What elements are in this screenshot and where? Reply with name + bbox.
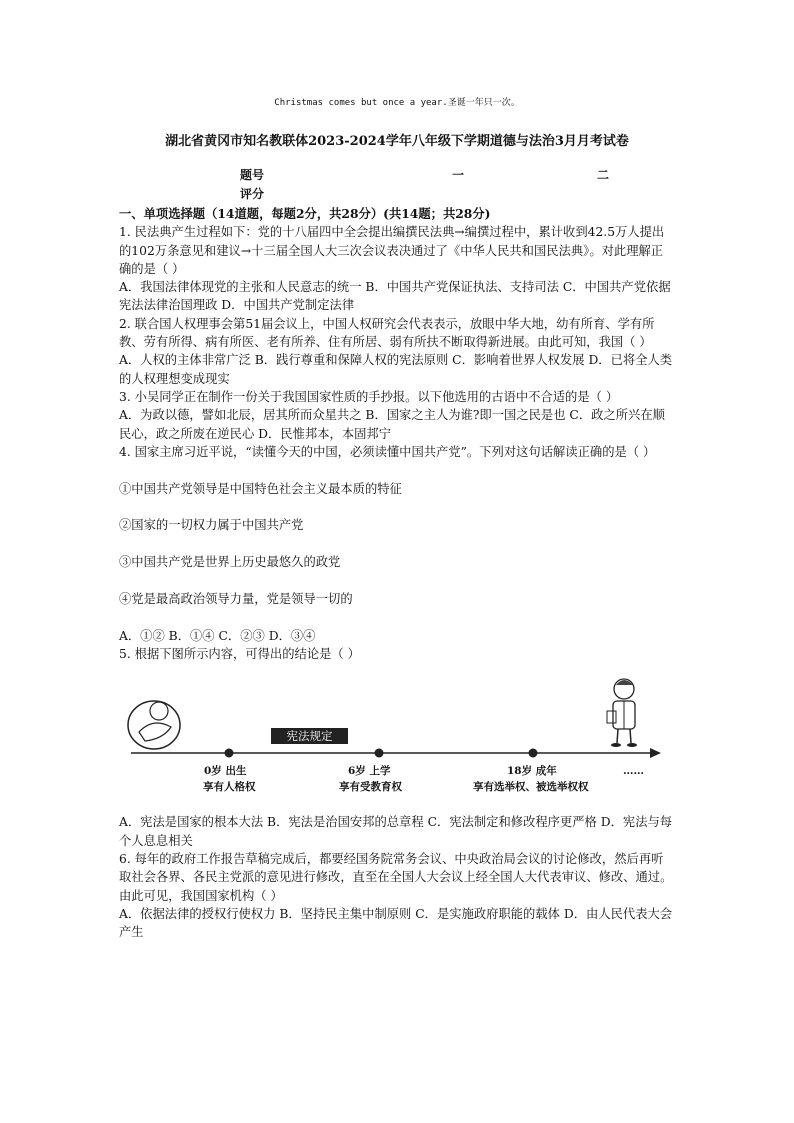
score-table — [240, 166, 640, 204]
q6-stem: 6. 每年的政府工作报告草稿完成后，都要经国务院常务会议、中央政治局会议的讨论修改，然后再听取社会各界、各民主党派的意见进行修改，直至在全国人大会议上经全国人大代表审议、修改、通过。由此可见，我国国家机构（ ） — [119, 852, 673, 903]
label-school-age: 6岁 上学 — [348, 765, 391, 778]
q4-item-2: ②国家的一切权力属于中国共产党 — [119, 518, 304, 533]
q6-options: A．依据法律的授权行使权力 B．坚持民主集中制原则 C．是实施政府职能的载体 D．由人民代表大会产生 — [119, 906, 673, 940]
q3-stem: 3. 小吴同学正在制作一份关于我国国家性质的手抄报。以下他选用的古语中不合适的是（ ） — [119, 389, 619, 404]
timeline-ellipsis: …… — [623, 765, 644, 778]
section-heading: 一、单项选择题（14道题，每题2分，共28分）(共14题；共28分) — [119, 206, 491, 221]
score-label-score: 评分 — [240, 187, 265, 201]
constitution-banner: 宪法规定 — [271, 728, 348, 744]
score-col-1: 一 — [452, 168, 465, 182]
q4-options: A．①② B．①④ C．②③ D．③④ — [119, 628, 316, 643]
q4-stem: 4. 国家主席习近平说，“读懂今天的中国，必须读懂中国共产党”。下列对这句话解读正确的是（ ） — [119, 444, 656, 459]
point-adult — [529, 749, 538, 758]
q1-stem: 1. 民法典产生过程如下：党的十八届四中全会提出编撰民法典→编撰过程中，累计收到42.5万人提出的102万条意见和建议→十三届全国人大三次会议表决通过了《中华人民共和国民法典》。对此理解正确的是（ ） — [119, 225, 665, 276]
header-note: Christmas comes but once a year.圣诞一年只一次。 — [274, 98, 520, 108]
timeline-arrowhead — [650, 748, 661, 758]
score-col-2: 二 — [597, 168, 610, 182]
label-adult-age: 18岁 成年 — [507, 765, 557, 778]
score-row-score — [240, 185, 640, 204]
q4-item-3: ③中国共产党是世界上历史最悠久的政党 — [119, 555, 341, 570]
question-content — [119, 205, 675, 942]
baby-icon — [128, 701, 180, 749]
label-adult-right: 享有选举权、被选举权权 — [473, 781, 589, 794]
label-school-right: 享有受教育权 — [339, 781, 402, 794]
point-birth — [225, 749, 234, 758]
q5-stem: 5. 根据下图所示内容，可得出的结论是（ ） — [119, 647, 360, 662]
score-label-number: 题号 — [240, 168, 265, 182]
score-row-number — [240, 166, 640, 185]
q1-options: A．我国法律体现党的主张和人民意志的统一 B．中国共产党保证执法、支持司法 C．中国共产党依据宪法法律治国理政 D．中国共产党制定法律 — [119, 280, 671, 313]
q3-options: A．为政以德，譬如北辰，居其所而众星共之 B．国家之主人为谁?即一国之民是也 C．政之所兴在顺民心，政之所废在逆民心 D．民惟邦本，本固邦宁 — [119, 408, 665, 441]
q4-item-1: ①中国共产党领导是中国特色社会主义最本质的特征 — [119, 481, 402, 496]
point-school — [375, 749, 384, 758]
q2-stem: 2. 联合国人权理事会第51届会议上，中国人权研究会代表表示，放眼中华大地，幼有所育、学有所教、劳有所得、病有所医、老有所养、住有所居、弱有所扶不断取得新进展。由此可知，我国（ ） — [119, 316, 655, 350]
adult-icon — [607, 679, 637, 747]
q5-options: A．宪法是国家的根本大法 B．宪法是治国安邦的总章程 C．宪法制定和修改程序更严格 D．宪法与每个人息息相关 — [119, 815, 673, 848]
label-birth-right: 享有人格权 — [203, 781, 256, 794]
q2-options: A．人权的主体非常广泛 B．践行尊重和保障人权的宪法原则 C．影响着世界人权发展 D．已将全人类的人权理想变成现实 — [119, 353, 673, 386]
exam-title: 湖北省黄冈市知名教联体2023-2024学年八年级下学期道德与法治3月月考试卷 — [165, 134, 629, 149]
q4-item-4: ④党是最高政治领导力量，党是领导一切的 — [119, 592, 353, 607]
constitution-timeline-figure — [119, 677, 679, 805]
label-birth-age: 0岁 出生 — [204, 765, 247, 778]
